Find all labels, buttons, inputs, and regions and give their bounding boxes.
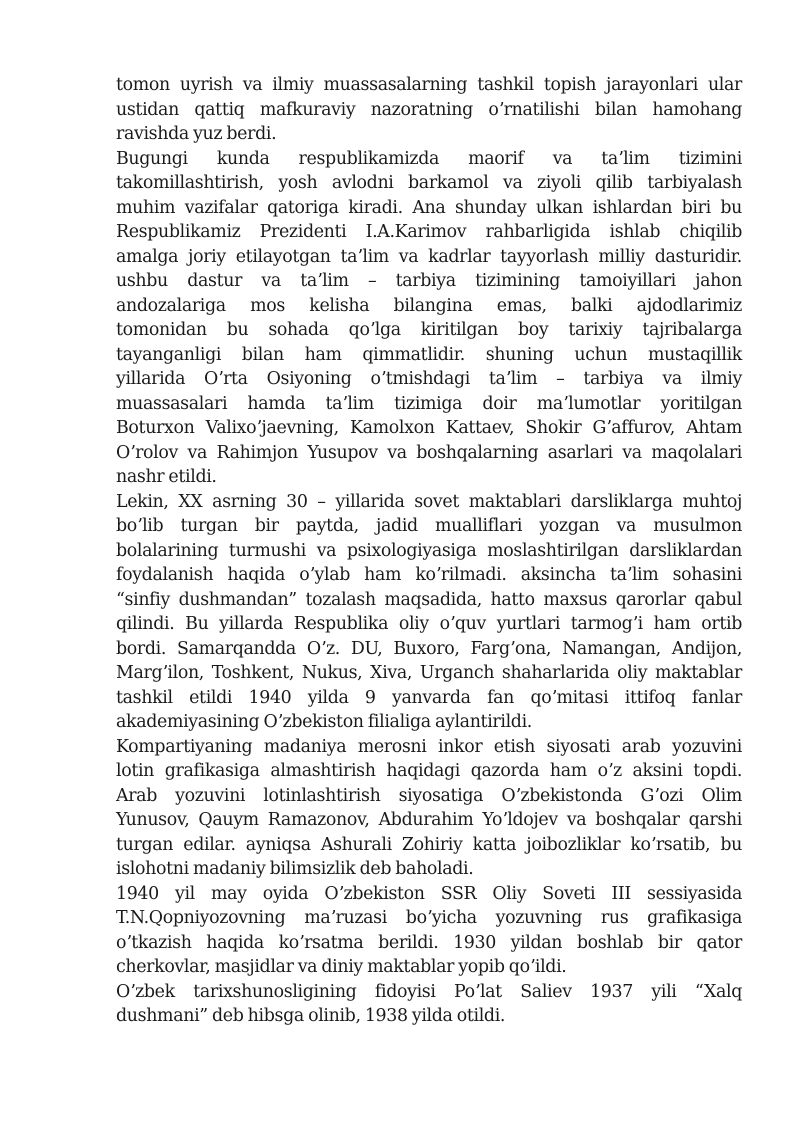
text-line: tomon uyrish va ilmiy muassasalarning tashkil topish jarayonlari ular <box>116 75 742 95</box>
text-line: Oʼrolov va Rahimjon Yusupov va boshqalarning asarlari va maqolalari <box>116 442 742 463</box>
text-line: Kompartiyaning madaniya merosni inkor etish siyosati arab yozuvini <box>116 736 742 757</box>
text-line: ravishda yuz berdi. <box>116 124 277 144</box>
text-line: bordi. Samarqandda Oʼz. DU, Buxoro, Fargʼona, Namangan, Andijon, <box>116 638 742 659</box>
text-line: Lekin, XX asrning 30 – yillarida sovet maktablari darsliklarga muhtoj <box>116 491 742 512</box>
text-line: boʼlib turgan bir paytda, jadid mualliflari yozgan va musulmon <box>116 516 742 536</box>
paragraph <box>116 490 742 735</box>
paragraph <box>116 735 742 882</box>
text-line: “sinfiy dushmandan” tozalash maqsadida, hatto maxsus qarorlar qabul <box>116 589 742 610</box>
text-line: takomillashtirish, yosh avlodni barkamol va ziyoli qilib tarbiyalash <box>116 173 742 193</box>
text-line: qilindi. Bu yillarda Respublika oliy oʼquv yurtlari tarmogʼi ham ortib <box>116 614 742 634</box>
text-line: ustidan qattiq mafkuraviy nazoratning oʼrnatilishi bilan hamohang <box>116 99 742 120</box>
text-line: bolalarining turmushi va psixologiyasiga moslashtirilgan darsliklardan <box>116 540 742 561</box>
text-line: oʼtkazish haqida koʼrsatma berildi. 1930 yildan boshlab bir qator <box>116 932 742 953</box>
text-line: islohotni madaniy bilimsizlik deb baholadi. <box>116 859 474 879</box>
text-line: Boturxon Valixoʼjaevning, Kamolxon Kattaev, Shokir Gʼaffurov, Ahtam <box>116 418 742 438</box>
text-line: Oʼzbek tarixshunosligining fidoyisi Poʼlat Saliev 1937 yili “Xalq <box>116 981 742 1002</box>
text-line: dushmani” deb hibsga olinib, 1938 yilda otildi. <box>116 1006 506 1026</box>
text-line: Yunusov, Qauym Ramazonov, Abdurahim Yoʼldojev va boshqalar qarshi <box>116 810 742 830</box>
paragraph <box>116 980 742 1029</box>
text-line: tayanganligi bilan ham qimmatlidir. shuning uchun mustaqillik <box>116 344 742 365</box>
text-line: turgan edilar. ayniqsa Ashurali Zohiriy katta joibozliklar koʼrsatib, bu <box>116 834 742 855</box>
text-line: Respublikamiz Prezidenti I.A.Karimov rahbarligida ishlab chiqilib <box>116 222 742 242</box>
document-page <box>116 73 742 1029</box>
text-line: muhim vazifalar qatoriga kiradi. Ana shunday ulkan ishlardan biri bu <box>116 197 742 218</box>
text-line: yillarida Oʼrta Osiyoning oʼtmishdagi taʼlim – tarbiya va ilmiy <box>116 369 742 389</box>
paragraph <box>116 73 742 147</box>
text-line: muassasalari hamda taʼlim tizimiga doir maʼlumotlar yoritilgan <box>116 393 742 414</box>
text-line: cherkovlar, masjidlar va diniy maktablar yopib qoʼildi. <box>116 957 567 977</box>
text-line: tashkil etildi 1940 yilda 9 yanvarda fan qoʼmitasi ittifoq fanlar <box>116 687 742 708</box>
paragraph <box>116 882 742 980</box>
text-line: nashr etildi. <box>116 467 217 487</box>
text-line: foydalanish haqida oʼylab ham koʼrilmadi. aksincha taʼlim sohasini <box>116 565 742 585</box>
text-line: Bugungi kunda respublikamizda maorif va taʼlim tizimini <box>116 148 742 169</box>
text-line: ushbu dastur va taʼlim – tarbiya tizimining tamoiyillari jahon <box>116 271 742 291</box>
paragraph <box>116 147 742 490</box>
text-line: Margʼilon, Toshkent, Nukus, Xiva, Urganch shaharlarida oliy maktablar <box>116 663 742 683</box>
text-line: tomonidan bu sohada qoʼlga kiritilgan boy tarixiy tajribalarga <box>116 320 742 340</box>
text-line: lotin grafikasiga almashtirish haqidagi qazorda ham oʼz aksini topdi. <box>116 761 742 781</box>
text-line: 1940 yil may oyida Oʼzbekiston SSR Oliy Soveti III sessiyasida <box>116 883 742 904</box>
text-line: andozalariga mos kelisha bilangina emas, balki ajdodlarimiz <box>116 295 742 316</box>
text-line: akademiyasining Oʼzbekiston filialiga aylantirildi. <box>116 712 532 732</box>
text-line: Arab yozuvini lotinlashtirish siyosatiga Oʼzbekistonda Gʼozi Olim <box>116 785 742 806</box>
text-line: amalga joriy etilayotgan taʼlim va kadrlar tayyorlash milliy dasturidir. <box>116 246 742 267</box>
text-line: T.N.Qopniyozovning maʼruzasi boʼyicha yozuvning rus grafikasiga <box>116 908 742 928</box>
